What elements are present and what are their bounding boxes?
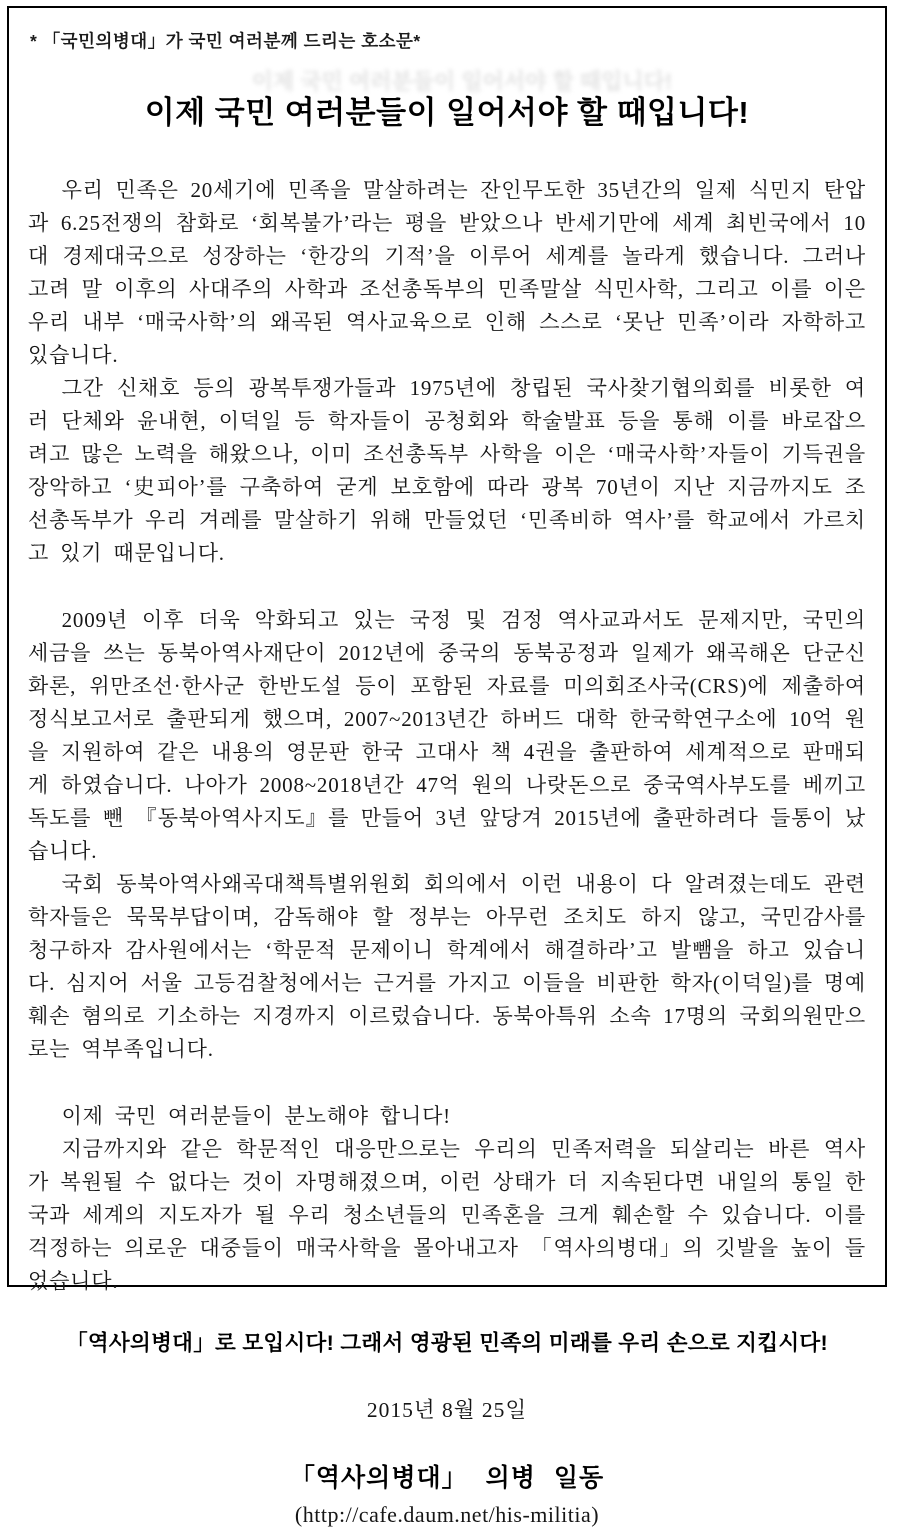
cafe-url: (http://cafe.daum.net/his-militia) [294,1502,600,1527]
signature: 「역사의병대」 의병 일동 [289,1464,605,1492]
body-paragraph: 이제 국민 여러분들이 분노해야 합니다! [61,1104,451,1128]
document-date: 2015년 8월 25일 [366,1398,528,1422]
body-paragraph: 국회 동북아역사왜곡대책특별위원회 회의에서 이런 내용이 다 알려졌는데도 관련 학자들은 묵묵부답이며, 감독해야 할 정부는 아무런 조치도 하지 않고, 국민감사를 청구하자 감사원에서는 ‘학문적 문제이니 학계에서 해결하라’고 발뺌을 하고 있습니다. 심지어 서울 고등검찰청에서는 근거를 가지고 이들을 비판한 학자(이덕일)를 명예훼손 혐의로 기소하는 지경까지 이르렀습니다. 동북아특위 소속 17명의 국회의원만으로는 역부족입니다. [28,872,867,1061]
scan-ghost-artifact: 이제 국민 여러분들이 일어서야 할 때입니다! [251,69,673,94]
page-title: 이제 국민 여러분들이 일어서야 할 때입니다! [144,95,750,130]
document-body [28,174,866,1298]
body-paragraph: 지금까지와 같은 학문적인 대응만으로는 우리의 민족저력을 되살리는 바른 역사가 복원될 수 없다는 것이 자명해졌으며, 이런 상태가 더 지속된다면 내일의 통일 한국과 세계의 지도자가 될 우리 청소년들의 민족혼을 크게 훼손할 수 있습니다. 이를 걱정하는 의로운 대중들이 매국사학을 몰아내고자 「역사의병대」의 깃발을 높이 들었습니다. [28,1137,866,1293]
body-paragraph: 우리 민족은 20세기에 민족을 말살하려는 잔인무도한 35년간의 일제 식민지 탄압과 6.25전쟁의 참화로 ‘회복불가’라는 평을 받았으나 반세기만에 세계 최빈국에서 10대 경제대국으로 성장하는 ‘한강의 기적’을 이루어 세계를 놀라게 했습니다. 그러나 고려 말 이후의 사대주의 사학과 조선총독부의 민족말살 식민사학, 그리고 이를 이은 우리 내부 ‘매국사학’의 왜곡된 역사교육으로 인해 스스로 ‘못난 민족’이라 자학하고 있습니다. [28,178,866,367]
body-paragraph: 2009년 이후 더욱 악화되고 있는 국정 및 검정 역사교과서도 문제지만, 국민의 세금을 쓰는 동북아역사재단이 2012년에 중국의 동북공정과 일제가 왜곡해온 단군신화론, 위만조선·한사군 한반도설 등이 포함된 자료를 미의회조사국(CRS)에 제출하여 정식보고서로 출판되게 했으며, 2007~2013년간 하버드 대학 한국학연구소에 10억 원을 지원하여 같은 내용의 영문판 한국 고대사 책 4권을 출판하여 세계적으로 판매되게 하였습니다. 나아가 2008~2018년간 47억 원의 나랏돈으로 중국역사부도를 베끼고 독도를 뺀 『동북아역사지도』를 만들어 3년 앞당겨 2015년에 출판하려다 들통이 났습니다. [28,608,866,863]
page-content [9,8,885,1527]
header-note: * 「국민의병대」가 국민 여러분께 드리는 호소문* [30,31,421,51]
appeal-slogan: 「역사의병대」로 모입시다! 그래서 영광된 민족의 미래를 우리 손으로 지킵시다! [66,1331,828,1355]
body-paragraph: 그간 신채호 등의 광복투쟁가들과 1975년에 창립된 국사찾기협의회를 비롯한 여러 단체와 윤내현, 이덕일 등 학자들이 공청회와 학술발표 등을 통해 이를 바로잡으려고 많은 노력을 해왔으나, 이미 조선총독부 사학을 이은 ‘매국사학’자들이 기득권을 장악하고 ‘史피아’를 구축하여 굳게 보호함에 따라 광복 70년이 지난 지금까지도 조선총독부가 우리 겨레를 말살하기 위해 만들었던 ‘민족비하 역사’를 학교에서 가르치고 있기 때문입니다. [28,376,867,565]
